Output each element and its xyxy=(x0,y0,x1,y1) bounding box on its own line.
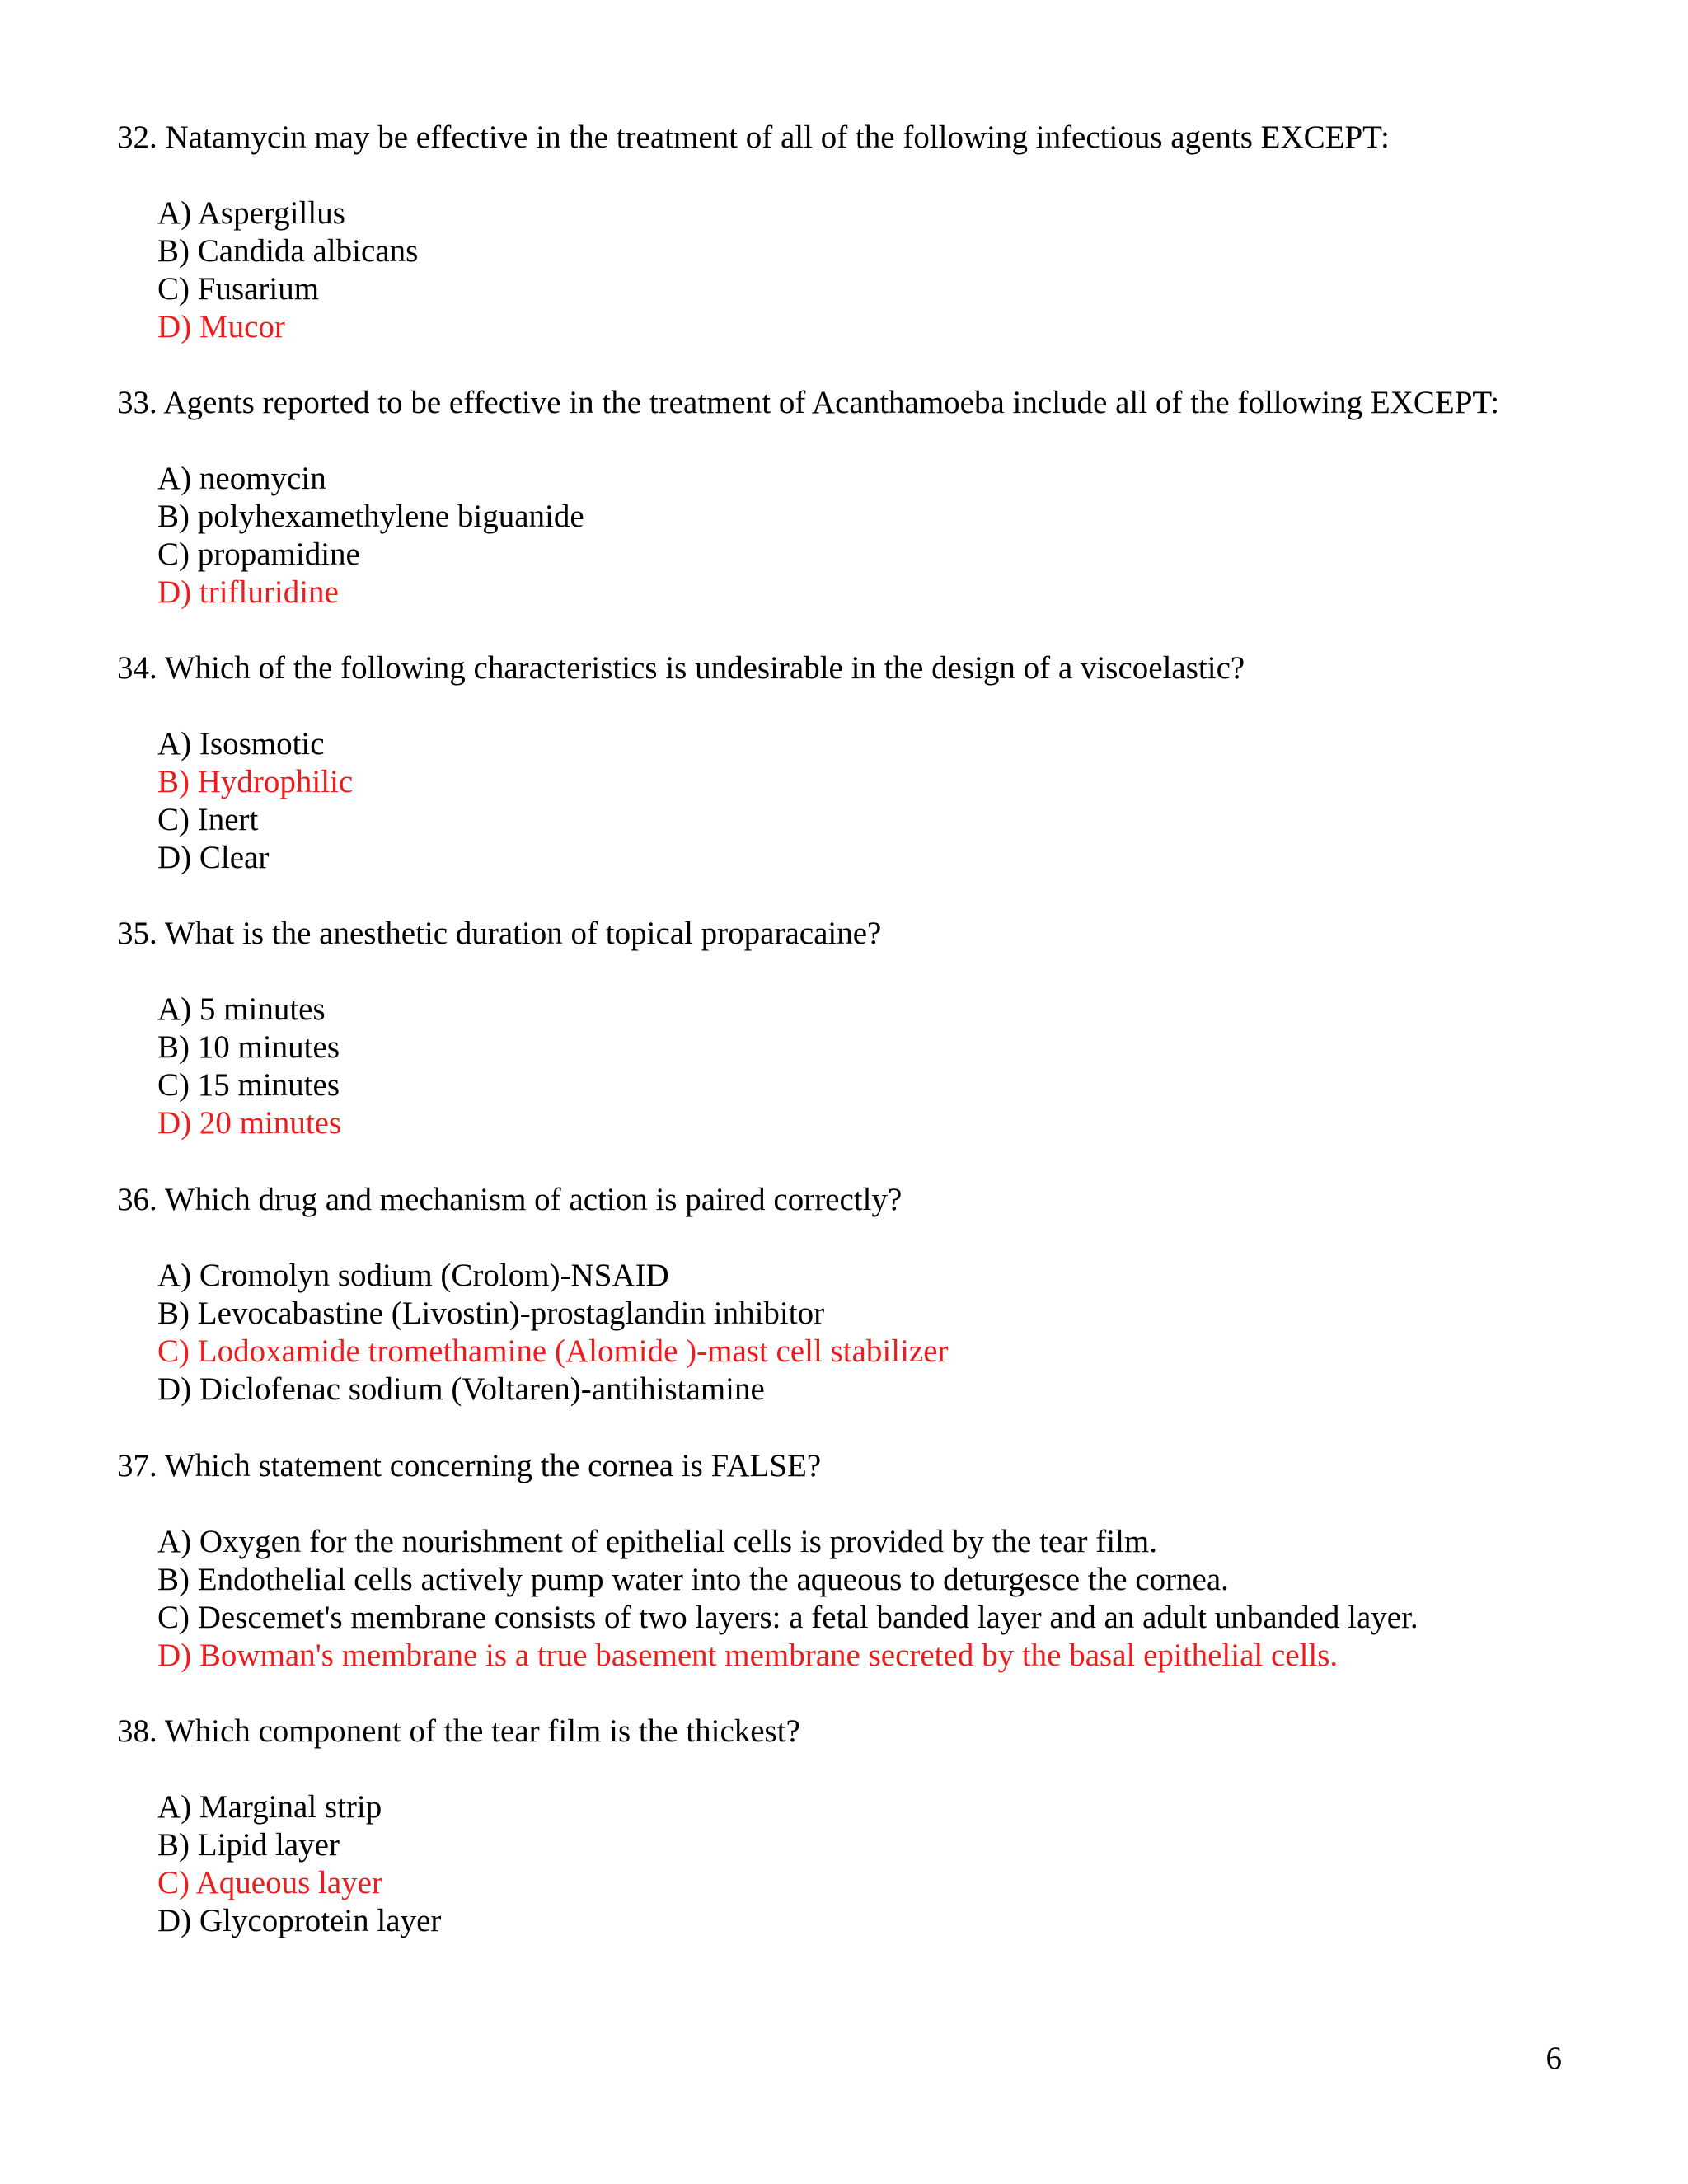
answer-option-a: A) Cromolyn sodium (Crolom)-NSAID xyxy=(157,1258,669,1293)
answer-option-d: D) Bowman's membrane is a true basement membrane secreted by the basal epithelial cells. xyxy=(157,1638,1339,1673)
question-text: 32. Natamycin may be effective in the treatment of all of the following infectious agents EXCEPT: xyxy=(117,120,1390,155)
answer-options xyxy=(157,460,584,612)
question-36 xyxy=(117,1181,1601,1407)
answer-options xyxy=(157,194,418,346)
question-text: 33. Agents reported to be effective in the treatment of Acanthamoeba include all of the following EXCEPT: xyxy=(117,385,1500,420)
answer-option-d: D) Mucor xyxy=(157,309,285,344)
question-33 xyxy=(117,384,1601,610)
answer-option-b: B) Levocabastine (Livostin)-prostaglandin inhibitor xyxy=(157,1296,825,1331)
answer-option-b: B) polyhexamethylene biguanide xyxy=(157,499,584,534)
page-number: 6 xyxy=(1545,2041,1562,2076)
answer-option-c: C) Lodoxamide tromethamine (Alomide )-mast cell stabilizer xyxy=(157,1333,949,1369)
answer-option-c: C) Aqueous layer xyxy=(157,1865,382,1900)
answer-option-c: C) Inert xyxy=(157,802,259,837)
answer-option-d: D) 20 minutes xyxy=(157,1105,342,1141)
answer-option-a: A) Isosmotic xyxy=(157,726,325,762)
answer-option-b: B) Lipid layer xyxy=(157,1827,340,1863)
question-35 xyxy=(117,915,1601,1141)
question-32 xyxy=(117,119,1601,344)
answer-option-b: B) Candida albicans xyxy=(157,233,419,269)
question-text: 35. What is the anesthetic duration of topical proparacaine? xyxy=(117,916,882,951)
answer-option-a: A) Marginal strip xyxy=(157,1789,382,1825)
answer-options xyxy=(157,1788,441,1940)
answer-option-c: C) Fusarium xyxy=(157,271,320,307)
answer-option-d: D) Diclofenac sodium (Voltaren)-antihistamine xyxy=(157,1371,765,1407)
answer-options xyxy=(157,725,353,877)
answer-option-d: D) trifluridine xyxy=(157,574,339,610)
answer-option-a: A) Oxygen for the nourishment of epithelial cells is provided by the tear film. xyxy=(157,1524,1158,1559)
answer-option-a: A) neomycin xyxy=(157,461,326,496)
answer-option-a: A) 5 minutes xyxy=(157,991,326,1027)
question-38 xyxy=(117,1713,1601,1938)
answer-options xyxy=(157,1257,949,1408)
answer-option-c: C) 15 minutes xyxy=(157,1067,340,1103)
answer-option-b: B) Endothelial cells actively pump water into the aqueous to deturgesce the cornea. xyxy=(157,1562,1229,1597)
answer-option-b: B) Hydrophilic xyxy=(157,764,354,799)
question-text: 37. Which statement concerning the cornea is FALSE? xyxy=(117,1448,822,1483)
answer-option-c: C) Descemet's membrane consists of two layers: a fetal banded layer and an adult unbanded layer. xyxy=(157,1600,1418,1635)
answer-option-d: D) Clear xyxy=(157,840,270,875)
question-34 xyxy=(117,649,1601,875)
question-text: 34. Which of the following characteristics is undesirable in the design of a viscoelastic? xyxy=(117,650,1245,686)
answer-option-c: C) propamidine xyxy=(157,537,360,572)
answer-option-b: B) 10 minutes xyxy=(157,1029,340,1065)
question-37 xyxy=(117,1447,1601,1673)
answer-options xyxy=(157,1523,1418,1675)
question-text: 36. Which drug and mechanism of action is paired correctly? xyxy=(117,1182,903,1217)
answer-options xyxy=(157,991,341,1142)
answer-option-a: A) Aspergillus xyxy=(157,195,345,231)
question-text: 38. Which component of the tear film is the thickest? xyxy=(117,1713,800,1749)
answer-option-d: D) Glycoprotein layer xyxy=(157,1903,442,1938)
